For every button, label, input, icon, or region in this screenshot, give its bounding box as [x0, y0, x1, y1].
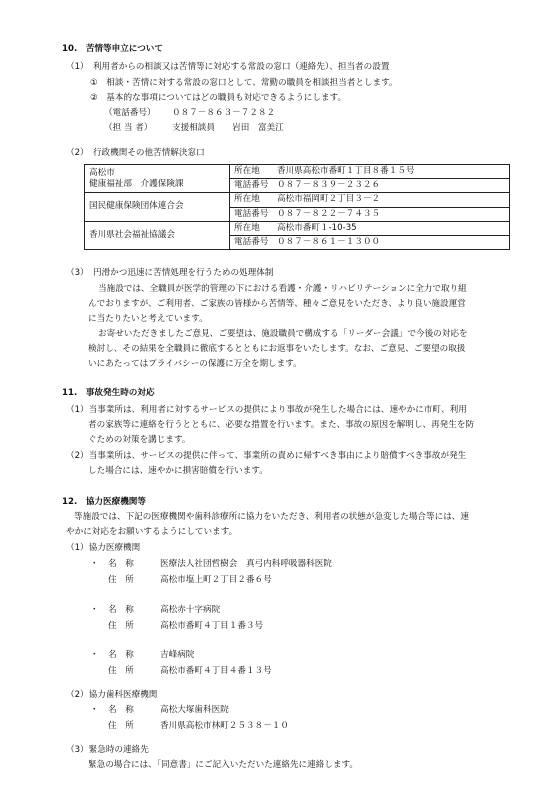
s11-item1-line3: ぐための対策を講じます。: [88, 435, 191, 445]
tel-value: ０８７－８２２－７４３５: [277, 208, 381, 219]
tel-label: 電話番号: [234, 236, 269, 247]
tel-cell: [230, 235, 510, 249]
emergency-text: 緊急の場合には、「同意書」にご記入いただいた連絡先に連絡します。: [88, 760, 359, 770]
addr-label: 所在地: [234, 166, 260, 176]
hospital-address: 高松市塩上町２丁目２番６号: [160, 575, 272, 585]
s10-sub3-p2-line2: 検討し、その結果を全職員に徹底するとともにお返事をいたします。なお、ご意見、ご要望の取扱: [88, 344, 466, 354]
s11-item1-line1: （1）当事業所は、利用者に対するサービスの提供により事故が発生した場合には、速やかに市町、利用: [66, 405, 467, 415]
table-row: [85, 193, 510, 207]
dental-name: 高松大塚歯科医院: [160, 705, 229, 715]
s12-intro-line2: やかに対応をお願いするようにしています。: [66, 527, 238, 537]
org-cell: [85, 165, 230, 193]
s10-sub3-p2-line1: お寄せいただきましたご意見、ご要望は、施設職員で構成する「リーダー会議」で今後の対応を: [98, 329, 468, 339]
hospital-name: 医療法人社団哲樹会 真弓内科呼吸器科医院: [160, 559, 332, 569]
s12-sub1-title: （1）協力医療機関: [66, 543, 141, 553]
address-cell: [230, 165, 510, 179]
s10-sub3-title: （3） 円滑かつ迅速に苦情処理を行うための処理体制: [66, 268, 274, 278]
org-name-line2: 健康福祉部 介護保険課: [89, 178, 184, 189]
staff-name: 支援相談員 岩田 富美江: [172, 123, 284, 133]
name-label: 名 称: [108, 605, 134, 615]
s10-sub1-item1: ① 相談・苦情に対する常設の窓口として、常勤の職員を相談担当者とします。: [90, 78, 398, 88]
table-row: [85, 221, 510, 235]
name-label: 名 称: [108, 650, 134, 660]
hospital-address: 高松市番町４丁目１番３号: [160, 621, 264, 631]
s10-sub3-p1-line3: に当たりたいと考えています。: [88, 314, 208, 324]
bullet: ・: [90, 559, 99, 569]
addr-label: 住 所: [108, 621, 134, 631]
bullet: ・: [90, 605, 99, 615]
tel-label: 電話番号: [234, 180, 269, 191]
address-cell: [230, 193, 510, 207]
s11-item2-line1: （2）当事業所は、サービスの提供に伴って、事業所の責めに帰すべき事由により賠償すべき事故が発生: [66, 451, 467, 461]
s10-sub2-title: （2） 行政機関その他苦情解決窓口: [66, 148, 205, 158]
tel-cell: [230, 207, 510, 221]
s12-sub3-title: （3）緊急時の連絡先: [66, 745, 149, 755]
phone-label: （電話番号）: [104, 108, 156, 118]
tel-cell: [230, 179, 510, 193]
tel-label: 電話番号: [234, 208, 269, 219]
addr-label: 所在地: [234, 194, 260, 205]
s11-item2-line2: した場合には、速やかに損害賠償を行います。: [88, 466, 268, 476]
s10-sub3-p1-line1: 当施設では、全職員が医学的管理の下における看護・介護・リハビリテーションに全力で取り組: [98, 284, 467, 294]
addr-label: 所在地: [234, 222, 260, 233]
name-label: 名 称: [108, 705, 134, 715]
tel-value: ０８７－８３９－２３２６: [277, 180, 381, 191]
table-row: [85, 165, 510, 179]
tel-value: ０８７－８６１－１３００: [277, 236, 381, 247]
section-12-heading: 12. 協力医療機関等: [62, 497, 146, 507]
s10-sub3-p1-line2: んでおりますが、ご利用者、ご家族の皆様から苦情等、種々ご意見をいただき、より良い施設運営: [88, 299, 466, 309]
org-name: 香川県社会福祉協議会: [89, 229, 175, 240]
section-11-heading: 11. 事故発生時の対応: [62, 388, 155, 398]
addr-value: 香川県高松市番町１丁目８番１５号: [277, 166, 415, 176]
dental-address: 香川県高松市林町２５３８－１０: [160, 721, 289, 731]
staff-label: （担 当 者）: [104, 123, 153, 133]
org-cell: [85, 221, 230, 249]
hospital-name: 吉峰病院: [160, 650, 195, 660]
org-name: 国民健康保険団体連合会: [89, 201, 184, 212]
hospital-name: 高松赤十字病院: [160, 605, 221, 615]
s10-sub1-item2: ② 基本的な事項についてはどの職員も対応できるようにします。: [90, 93, 347, 103]
addr-value: 高松市福岡町２丁目３－２: [277, 194, 381, 205]
complaint-window-table: [84, 164, 510, 250]
addr-value: 高松市番町１-10-35: [277, 222, 357, 233]
bullet: ・: [90, 650, 99, 660]
addr-label: 住 所: [108, 666, 134, 676]
s12-intro-line1: 等施設では、下記の医療機関や歯科診療所に協力をいただき、利用者の状態が急変した場合等には、速: [74, 512, 469, 522]
addr-label: 住 所: [108, 575, 134, 585]
section-10-heading: 10. 苦情等申立について: [62, 44, 163, 54]
s10-sub1-title: （1） 利用者からの相談又は苦情等に対応する常設の窓口（連絡先）、担当者の設置: [66, 62, 390, 72]
hospital-address: 高松市番町４丁目４番１３号: [160, 666, 272, 676]
org-cell: [85, 193, 230, 221]
bullet: ・: [90, 705, 99, 715]
phone-number: ０８７－８６３－７２８２: [172, 108, 276, 118]
addr-label: 住 所: [108, 721, 134, 731]
s11-item1-line2: 者の家族等に連絡を行うとともに、必要な措置を行います。また、事故の原因を解明し、再発生を防: [88, 420, 475, 430]
org-name-line1: 高松市: [89, 167, 115, 178]
s10-sub3-p2-line3: いにあたってはプライバシーの保護に万全を期します。: [88, 359, 302, 369]
name-label: 名 称: [108, 559, 134, 569]
address-cell: [230, 221, 510, 235]
s12-sub2-title: （2）協力歯科医療機関: [66, 690, 158, 700]
